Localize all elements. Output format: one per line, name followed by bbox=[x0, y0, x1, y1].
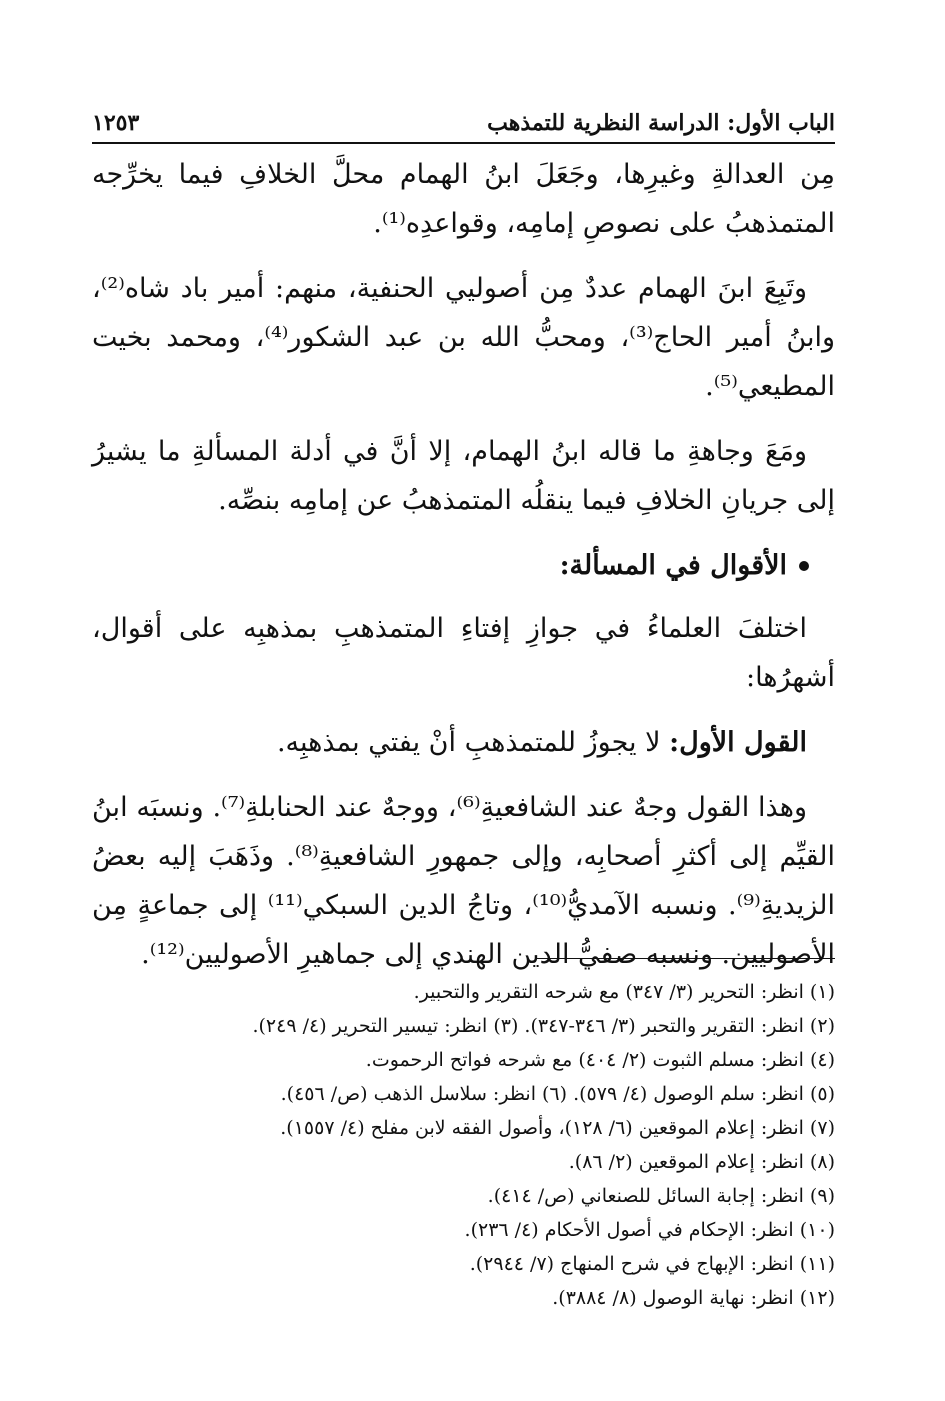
running-header bbox=[92, 92, 835, 144]
footnote: (٤) انظر: مسلم الثبوت (٢/ ٤٠٤) مع شرحه فواتح الرحموت. bbox=[365, 1049, 835, 1071]
page-number: ١٢٥٣ bbox=[92, 110, 140, 136]
footnote: (٨) انظر: إعلام الموقعين (٢/ ٨٦). bbox=[568, 1151, 835, 1173]
footnote: (٧) انظر: إعلام الموقعين (٦/ ١٢٨)، وأصول الفقه لابن مفلح (٤/ ١٥٥٧). bbox=[280, 1117, 835, 1139]
paragraph-first-opinion bbox=[92, 718, 835, 767]
paragraph: وتَبِعَ ابنَ الهمام عددٌ مِن أصوليي الحنفية، منهم: أمير باد شاه⁽²⁾، وابنُ أمير الحاج⁽³⁾، ومحبُّ الله بن عبد الشكور⁽⁴⁾، ومحمد بخيت المطيعي⁽⁵⁾. bbox=[92, 273, 835, 402]
footnote: (١١) انظر: الإبهاج في شرح المنهاج (٧/ ٢٩٤٤). bbox=[469, 1253, 835, 1275]
section-heading-text: الأقوال في المسألة: bbox=[559, 550, 787, 581]
footnotes bbox=[92, 975, 835, 1315]
bullet-icon bbox=[799, 561, 809, 571]
footnote-divider bbox=[535, 958, 835, 959]
paragraph: وهذا القول وجهٌ عند الشافعيةِ⁽⁶⁾، ووجهٌ عند الحنابلةِ⁽⁷⁾. ونسبَه ابنُ القيِّم إلى أكثرِ أصحابِه، وإلى جمهورِ الشافعيةِ⁽⁸⁾. وذَهَبَ إليه بعضُ الزيديةِ⁽⁹⁾. ونسبه الآمديُّ⁽¹⁰⁾، وتاجُ الدين السبكي⁽¹¹⁾ إلى جماعةٍ مِن الأصوليين. ونسبه صفيُّ الدين الهندي إلى جماهيرِ الأصوليين⁽¹²⁾. bbox=[92, 792, 835, 970]
opinion-label: القول الأول: bbox=[669, 727, 807, 758]
opinion-text: لا يجوزُ للمتمذهبِ أنْ يفتي بمذهبِه. bbox=[276, 727, 670, 758]
footnote: (٢) انظر: التقرير والتحبر (٣/ ٣٤٦-٣٤٧). (٣) انظر: تيسير التحرير (٤/ ٢٤٩). bbox=[252, 1015, 835, 1037]
footnote: (٥) انظر: سلم الوصول (٤/ ٥٧٩). (٦) انظر: سلاسل الذهب (ص/ ٤٥٦). bbox=[280, 1083, 835, 1105]
footnote: (١٠) انظر: الإحكام في أصول الأحكام (٤/ ٢٣٦). bbox=[464, 1219, 835, 1241]
footnote: (٩) انظر: إجابة السائل للصنعاني (ص/ ٤١٤). bbox=[487, 1185, 835, 1207]
paragraph: مِن العدالةِ وغيرِها، وجَعَلَ ابنُ الهمام محلَّ الخلافِ فيما يخرِّجه المتمذهبُ على نصوصِ إمامِه، وقواعدِه⁽¹⁾. bbox=[92, 159, 835, 239]
footnote: (١٢) انظر: نهاية الوصول (٨/ ٣٨٨٤). bbox=[552, 1287, 835, 1309]
paragraph: اختلفَ العلماءُ في جوازِ إفتاءِ المتمذهبِ بمذهبِه على أقوال، أشهرُها: bbox=[92, 613, 835, 693]
paragraph: ومَعَ وجاهةِ ما قاله ابنُ الهمام، إلا أنَّ في أدلة المسألةِ ما يشيرُ إلى جريانِ الخلافِ فيما ينقلُه المتمذهبُ عن إمامِه بنصِّه. bbox=[92, 436, 835, 516]
footnote: (١) انظر: التحرير (٣/ ٣٤٧) مع شرحه التقرير والتحبير. bbox=[413, 981, 835, 1003]
section-heading bbox=[92, 541, 835, 590]
main-text bbox=[92, 150, 835, 995]
chapter-title: الباب الأول: الدراسة النظرية للتمذهب bbox=[487, 110, 835, 136]
